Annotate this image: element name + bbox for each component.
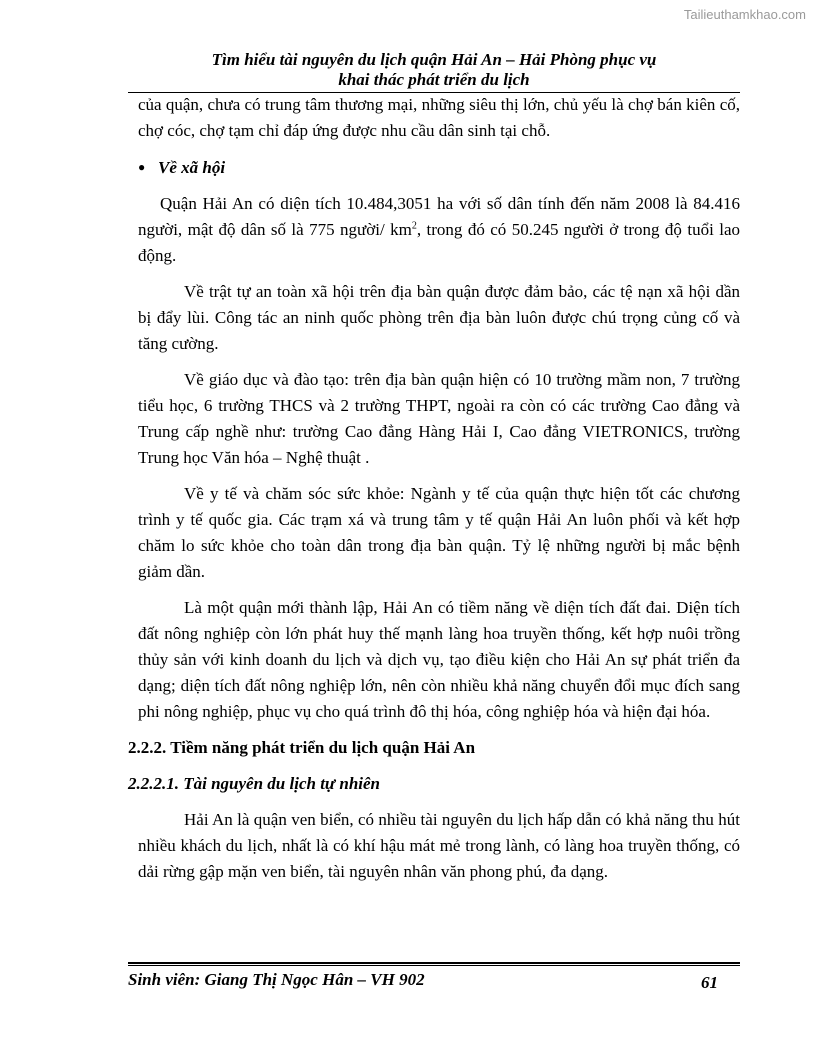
paragraph-continued: của quận, chưa có trung tâm thương mại, những siêu thị lớn, chủ yếu là chợ bán kiên cố, chợ cóc, chợ tạm chỉ đáp ứng được nhu cầu dân sinh tại chỗ.: [138, 95, 740, 140]
header-title-line-2: khai thác phát triển du lịch: [338, 70, 530, 89]
footer-student: Sinh viên: Giang Thị Ngọc Hân – VH 902: [128, 970, 425, 989]
bullet-heading-xa-hoi: [138, 154, 740, 181]
paragraph-trat-tu: Về trật tự an toàn xã hội trên địa bàn quận được đảm bảo, các tệ nạn xã hội dần bị đẩy lùi. Công tác an ninh quốc phòng trên địa bàn luôn được chú trọng củng cố và tăng cường.: [138, 282, 740, 353]
page-footer: [128, 970, 718, 990]
bullet-icon: ●: [138, 160, 146, 174]
subsection-heading: 2.2.2.1. Tài nguyên du lịch tự nhiên: [128, 774, 381, 793]
paragraph-tu-nhien: Hải An là quận ven biển, có nhiều tài nguyên du lịch hấp dẫn có khả năng thu hút nhiều khách du lịch, nhất là có khí hậu mát mẻ trong lành, có làng hoa truyền thống, có dải rừng gập mặn ven biển, tài nguyên nhân văn phong phú, đa dạng.: [138, 810, 740, 881]
page-header: [128, 50, 740, 90]
bullet-label: Về xã hội: [158, 158, 226, 177]
paragraph-dan-so-part-2: , trong đó có 50.245 người ở trong độ tuổi lao động.: [138, 220, 740, 265]
paragraph-dan-so-part-1: Quận Hải An có diện tích 10.484,3051 ha với số dân tính đến năm 2008 là 84.416 người, mật độ dân số là 775 người/ km: [138, 194, 740, 239]
header-title-line-1: Tìm hiểu tài nguyên du lịch quận Hải An – Hải Phòng phục vụ: [211, 50, 657, 69]
superscript: 2: [411, 220, 417, 232]
footer-rule: [128, 962, 740, 964]
paragraph-giao-duc: Về giáo dục và đào tạo: trên địa bàn quận hiện có 10 trường mầm non, 7 trường tiểu học, 6 trường THCS và 2 trường THPT, ngoài ra còn có các trường Cao đẳng và Trung cấp nghề như: trường Cao đẳng Hàng Hải I, Cao đẳng VIETRONICS, trường Trung học Văn hóa – Nghệ thuật .: [138, 370, 740, 467]
footer-rule-thin: [128, 965, 740, 966]
document-body: [128, 92, 740, 895]
section-heading: 2.2.2. Tiềm năng phát triển du lịch quận Hải An: [128, 738, 476, 757]
page-number: 61: [701, 973, 718, 992]
paragraph-dan-so: [138, 191, 740, 269]
paragraph-y-te: Về y tế và chăm sóc sức khỏe: Ngành y tế của quận thực hiện tốt các chương trình y tế quốc gia. Các trạm xá và trung tâm y tế quận Hải An luôn phối và kết hợp chăm lo sức khỏe cho toàn dân trong địa bàn quận. Tỷ lệ những người bị mắc bệnh giảm dần.: [138, 484, 740, 581]
paragraph-tiem-nang: Là một quận mới thành lập, Hải An có tiềm năng về diện tích đất đai. Diện tích đất nông nghiệp còn lớn phát huy thế mạnh làng hoa truyền thống, kết hợp nuôi trồng thủy sản với kinh doanh du lịch và dịch vụ, tạo điều kiện cho Hải An sự phát triển đa dạng; diện tích đất nông nghiệp lớn, nên còn nhiều khả năng chuyển đổi mục đích sang phi nông nghiệp, phục vụ cho quá trình đô thị hóa, công nghiệp hóa và hiện đại hóa.: [138, 598, 740, 721]
watermark: Tailieuthamkhao.com: [683, 7, 806, 22]
